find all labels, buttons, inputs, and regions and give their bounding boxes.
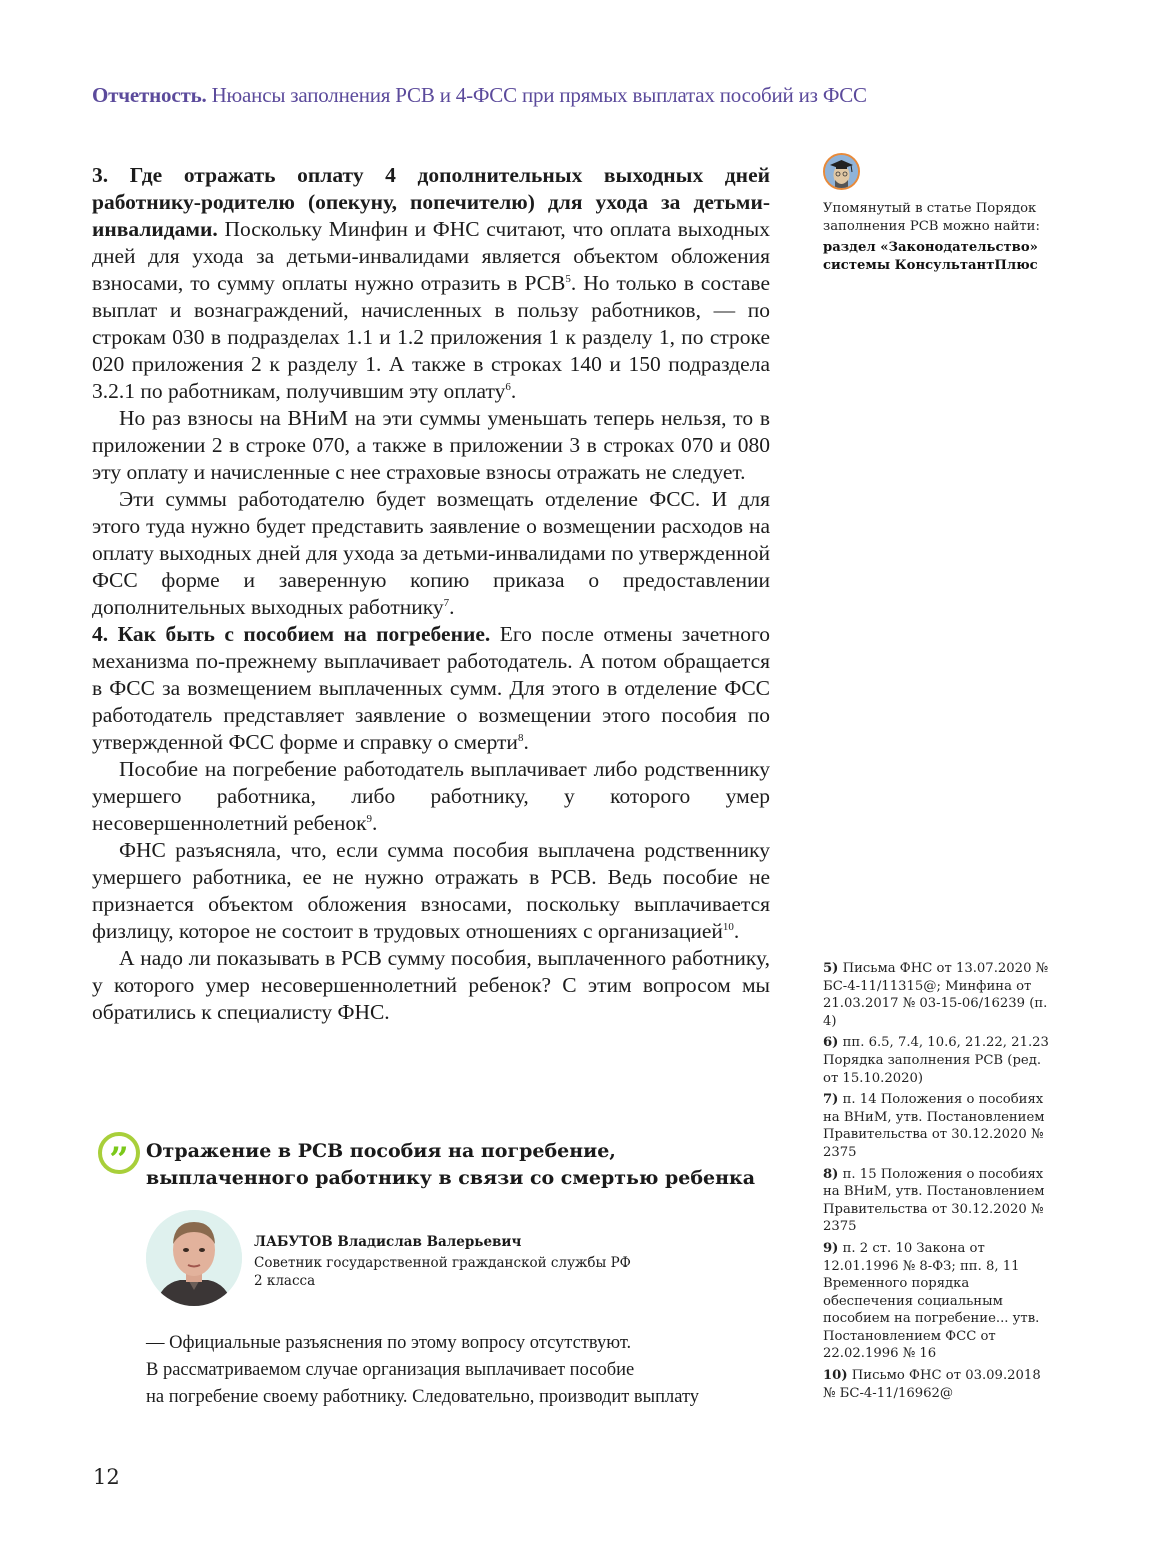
footnote-ref-9[interactable]: 9 — [366, 812, 373, 825]
paragraph: А надо ли показывать в РСВ сумму пособия, выплаченного работнику, у которого умер несовершеннолетний ребенок? С этим вопросом мы обратились к специалисту ФНС. — [92, 946, 770, 1024]
paragraph: Эти суммы работодателю будет возмещать отделение ФСС. И для этого туда нужно будет представить заявление о возмещении расходов на оплату выходных дней для ухода за детьми-инвалидами по утвержденной ФСС форме и заверенную копию приказа о предоставлении дополнительных выходных работнику$^7$. — [92, 487, 770, 619]
paragraph: Пособие на погребение работодатель выплачивает либо родственнику умершего работника, либо работнику, у которого умер несовершеннолетний ребенок$^9$. — [92, 757, 770, 835]
expert-avatar — [146, 1210, 242, 1306]
footnote-ref-10[interactable]: 10 — [722, 920, 734, 933]
expert-name: ЛАБУТОВ Владислав Валерьевич — [254, 1234, 522, 1250]
expert-answer: — Официальные разъяснения по этому вопросу отсутствуют. В рассматриваемом случае организация выплачивает пособие на погребение своему работнику. Следовательно, производит выплату — [146, 1333, 700, 1407]
running-head-section: Отчетность. — [92, 83, 207, 107]
paragraph-section-3: 3. Где отражать оплату 4 дополнительных выходных дней работнику-родителю (опекуну, попечителю) для ухода за детьми-инвалидами. Поскольку Минфин и ФНС считают, что оплата выходных дней для ухода за детьми-инвалидами является объектом обложения взносами, то сумму оплаты нужно отразить в РСВ$^5$. Но только в составе выплат и вознаграждений, начисленных в пользу работников, — по строкам 030 в подразделах 1.1 и 1.2 приложения 1 к разделу 1, по строке 020 приложения 2 к разделу 1. А также в строках 140 и 150 подраздела 3.2.1 по работникам, получившим эту оплату$^6$. — [92, 163, 770, 403]
footnote-7: 7) п. 14 Положения о пособиях на ВНиМ, утв. Постановлением Правительства от 30.12.2020 № 2375 — [823, 1092, 1045, 1160]
footnote-ref-8[interactable]: 8 — [517, 731, 524, 744]
sidebar-note-source: раздел «Законодательство» системы КонсультантПлюс — [823, 240, 1038, 273]
running-head-title: Нюансы заполнения РСВ и 4-ФСС при прямых выплатах пособий из ФСС — [211, 83, 867, 107]
footnote-ref-5[interactable]: 5 — [565, 272, 571, 285]
article-body — [92, 162, 770, 1026]
footnote-6: 6) пп. 6.5, 7.4, 10.6, 21.22, 21.23 Порядка заполнения РСВ (ред. от 15.10.2020) — [823, 1035, 1049, 1086]
section-3-heading: 3. Где отражать оплату 4 дополнительных выходных дней работнику-родителю (опекуну, попечителю) для ухода за детьми-инвалидами. — [92, 163, 770, 241]
sidebar-note-text: Упомянутый в статье Порядок заполнения РСВ можно найти: — [823, 201, 1040, 234]
footnotes — [823, 960, 1053, 1406]
professor-mascot-icon — [823, 153, 860, 190]
running-head — [92, 83, 992, 108]
paragraph: ФНС разъясняла, что, если сумма пособия выплачена родственнику умершего работника, ее не нужно отражать в РСВ. Ведь пособие не признается объектом обложения взносами, поскольку выплачивается физлицу, которое не состоит в трудовых отношениях с организацией$^{10}$. — [92, 838, 770, 943]
footnote-ref-7[interactable]: 7 — [443, 596, 450, 609]
footnote-5: 5) Письма ФНС от 13.07.2020 № БС-4-11/11315@; Минфина от 21.03.2017 № 03-15-06/16239 (п. 4) — [823, 961, 1049, 1029]
page-number: 12 — [93, 1465, 120, 1489]
sidebar-note — [823, 200, 1053, 274]
footnote-9: 9) п. 2 ст. 10 Закона от 12.01.1996 № 8-ФЗ; пп. 8, 11 Временного порядка обеспечения социальным пособием на погребение... утв. Постановлением ФСС от 22.02.1996 № 16 — [823, 1240, 1040, 1362]
expert-card — [146, 1210, 766, 1310]
section-4-heading: 4. Как быть с пособием на погребение. — [92, 622, 491, 646]
footnote-8: 8) п. 15 Положения о пособиях на ВНиМ, утв. Постановлением Правительства от 30.12.2020 № 2375 — [823, 1166, 1045, 1235]
quote-mark-icon: ” — [98, 1132, 140, 1174]
expert-role: Советник государственной гражданской службы РФ 2 класса — [254, 1255, 631, 1289]
footnote-10: 10) Письмо ФНС от 03.09.2018 № БС-4-11/16962@ — [823, 1368, 1041, 1401]
footnote-ref-6[interactable]: 6 — [505, 380, 511, 393]
paragraph: Но раз взносы на ВНиМ на эти суммы уменьшать теперь нельзя, то в приложении 2 в строке 070, а также в приложении 3 в строках 070 и 080 эту оплату и начисленные с нее страховые взносы отражать не следует. — [92, 406, 770, 484]
quote-title: Отражение в РСВ пособия на погребение, выплаченного работнику в связи со смертью ребенка — [146, 1140, 756, 1189]
paragraph-section-4: 4. Как быть с пособием на погребение. Его после отмены зачетного механизма по-прежнему выплачивает работодатель. А потом обращается в ФСС за возмещением выплаченных сумм. Для этого в отделение ФСС работодатель представляет заявление о возмещении этого пособия по утвержденной ФСС форме и справку о смерти$^8$. — [92, 622, 771, 754]
